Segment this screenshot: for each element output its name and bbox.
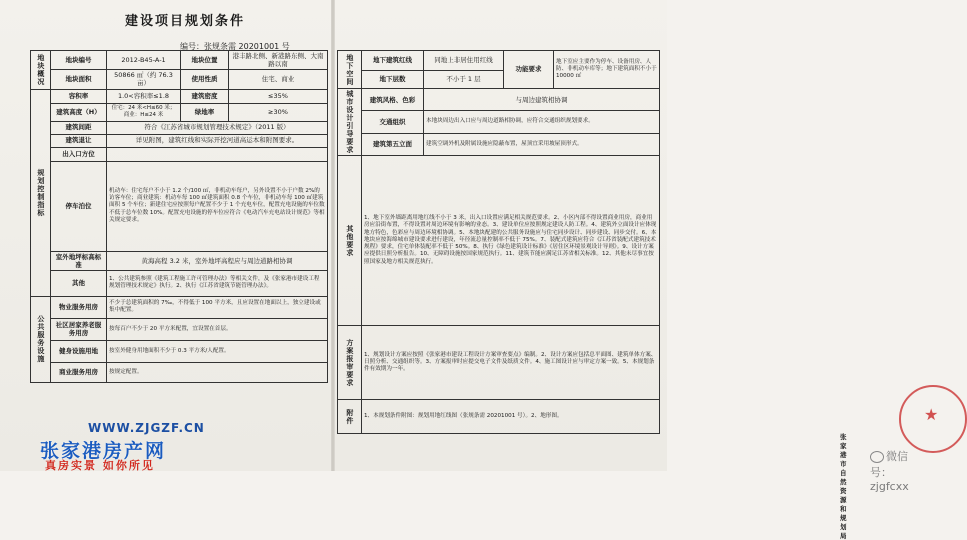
table-row — [338, 111, 660, 133]
label-cell: 地下建筑红线 — [362, 51, 424, 71]
label-cell: 建筑密度 — [181, 89, 229, 103]
value-cell: 按规定配置。 — [107, 362, 328, 382]
value-cell — [107, 147, 328, 161]
table-row — [31, 340, 328, 362]
category-cell: 地块概况 — [31, 51, 51, 90]
wechat-icon — [870, 451, 884, 463]
parking-label: 停车泊位 — [51, 161, 107, 251]
label-cell: 使用性质 — [181, 70, 229, 89]
table-row — [31, 51, 328, 70]
table-row — [338, 133, 660, 155]
value-cell: 1.0<容积率≤1.8 — [107, 89, 181, 103]
parking-text: 机动车：住宅每户不小于 1.2 个/100 ㎡，非机动车每户，另外设置不小于户数 2%的访客车位；商业建筑：机动车每 100 ㎡建筑面积 0.8 个车位，非机动车每 100 ㎡建筑面积 5 个车位；新建住宅应按照每户配置不少于 1 个充电车位，配置充电设施的车位数不低于总车位数 10%。配置充电设施的停车位应符合《电动汽车充电站设计规范》等相关规定要求。 — [107, 161, 328, 251]
planning-table-right — [337, 50, 660, 434]
label-cell: 建筑退让 — [51, 134, 107, 147]
document-number: 编号：张规条需 20201001 号 — [180, 42, 290, 51]
label-cell: 地块面积 — [51, 70, 107, 89]
table-row — [338, 400, 660, 434]
scheme-requirements-text: 1、规划设计方案应按照《张家港市建设工程设计方案审查要点》编制。2、设计方案应包括总平面图、建筑单体方案、日照分析、交通组织等。3、方案报审时应提交电子文件及纸质文件。4、施工图设计应与审定方案一致。5、本规划条件有效期为一年。 — [362, 326, 660, 400]
value-cell: 建筑空调外机及附属设施应隐蔽布置，屋顶宜采用坡屋顶形式。 — [424, 133, 660, 155]
value-cell: 本地块周边出入口应与周边道路相协调，应符合交通组织规划要求。 — [424, 111, 660, 133]
label-cell: 商业服务用房 — [51, 362, 107, 382]
wechat-text: 微信号：zjgfcxx — [870, 450, 909, 493]
table-row — [31, 134, 328, 147]
category-cell: 其他要求 — [338, 156, 362, 326]
planning-table-left — [30, 50, 328, 383]
value-cell: ≥30% — [229, 103, 328, 121]
label-cell: 功能要求 — [504, 51, 554, 89]
category-cell: 附件 — [338, 400, 362, 434]
table-row — [31, 318, 328, 340]
table-row — [31, 103, 328, 121]
table-row — [31, 89, 328, 103]
value-cell: ≤35% — [229, 89, 328, 103]
label-cell: 建筑间距 — [51, 121, 107, 134]
value-cell: 2012-B45-A-1 — [107, 51, 181, 70]
table-row — [31, 270, 328, 296]
watermark-url: WWW.ZJGZF.CN — [88, 421, 205, 435]
label-cell: 交通组织 — [362, 111, 424, 133]
table-row — [31, 362, 328, 382]
value-cell: 符合《江苏省城市规划管理技术规定》（2011 版） — [107, 121, 328, 134]
value-cell: 不小于 1 层 — [424, 71, 504, 89]
seal-star-icon: ★ — [924, 405, 939, 424]
table-row — [31, 121, 328, 134]
label-cell: 健身设施用地 — [51, 340, 107, 362]
notes-text: 1、本规划条件附图：规划用地红线图（张规条需 20201001 号）。2、地形图。 — [362, 400, 660, 434]
label-cell: 出入口方位 — [51, 147, 107, 161]
signing-authority: 张家港市自然资源和规划局 — [840, 433, 847, 540]
label-cell: 建筑高度（H） — [51, 103, 107, 121]
watermark-slogan: 真房实景 如你所见 — [45, 459, 155, 472]
table-row — [338, 326, 660, 400]
official-seal-stamp — [899, 385, 967, 453]
value-cell: 住宅：24 米<H≤60 米；商业：H≤24 米 — [107, 103, 181, 121]
outdoor-label: 室外地坪标高标准 — [51, 251, 107, 270]
label-cell: 社区居家养老服务用房 — [51, 318, 107, 340]
other-text: 1、公共建筑参照《建筑工程施工许可管理办法》等相关文件，及《张家港市建设工程规划管理技术规定》执行。2、执行《江苏省建筑节能管理办法》。 — [107, 270, 328, 296]
label-cell: 地块编号 — [51, 51, 107, 70]
label-cell: 物业服务用房 — [51, 296, 107, 318]
label-cell: 地块位置 — [181, 51, 229, 70]
value-cell: 住宅、商业 — [229, 70, 328, 89]
value-cell: 地下室应主要作为停车、设备用房、人防、非机动车库等；地下建筑面积不小于 10000 ㎡ — [554, 51, 660, 89]
category-cell: 地下空间 — [338, 51, 362, 89]
label-cell: 建筑风格、色彩 — [362, 89, 424, 111]
value-cell: 详见附图，建筑红线和实际开挖河道高运本和附图要求。 — [107, 134, 328, 147]
value-cell: 按每百户不少于 20 平方米配置，宜设置在首层。 — [107, 318, 328, 340]
table-row — [31, 251, 328, 270]
table-row — [338, 51, 660, 71]
category-cell: 公共服务设施 — [31, 296, 51, 382]
table-row — [31, 70, 328, 89]
value-cell: 与周边建筑相协调 — [424, 89, 660, 111]
label-cell: 地下层数 — [362, 71, 424, 89]
table-row — [31, 147, 328, 161]
table-row — [31, 161, 328, 251]
other-label: 其他 — [51, 270, 107, 296]
table-row — [31, 296, 328, 318]
category-cell: 城市设计引导要求 — [338, 89, 362, 156]
table-row — [338, 89, 660, 111]
value-cell: 50866 ㎡（约 76.3 亩） — [107, 70, 181, 89]
category-cell: 规划控制指标 — [31, 89, 51, 296]
document-title: 建设项目规划条件 — [124, 14, 245, 29]
table-row — [338, 156, 660, 326]
value-cell: 港丰路北侧、新港路东侧、大南路以南 — [229, 51, 328, 70]
outdoor-value: 黄海高程 3.2 米，室外地坪高程应与周边道路相协调 — [107, 251, 328, 270]
value-cell: 同地上非居住用红线 — [424, 51, 504, 71]
label-cell: 容积率 — [51, 89, 107, 103]
right-page — [335, 0, 939, 540]
left-page — [0, 0, 332, 471]
value-cell: 按室外健身用地面积不少于 0.3 平方米/人配置。 — [107, 340, 328, 362]
category-cell: 方案报审要求 — [338, 326, 362, 400]
watermark-brand: 张家港房产网 — [40, 440, 167, 462]
wechat-watermark — [870, 448, 909, 493]
label-cell: 建筑第五立面 — [362, 133, 424, 155]
value-cell: 不少于总建筑面积的 7‰，不得低于 100 平方米，且应设置在地面以上，独立建设或集中配置。 — [107, 296, 328, 318]
other-requirements-text: 1、地下室外墙距离用地红线不小于 3 米，出入口设置应满足相关规范要求。2、小区内部不得设置商业用房，商业用房应沿街布置，不得设置对周边环境有影响的业态。3、建设单位应按照规定建设人防工程。4、建筑外立面设计应体现地方特色，色彩应与周边环境相协调。5、本地块配建的公共服务设施应与住宅同步设计、同步建设、同步交付。6、本地块应按海绵城市建设要求进行建设，年径流总量控制率不低于 75%。7、装配式建筑应符合《江苏省装配式建筑技术规程》要求，住宅单体装配率不低于 50%。8、执行《绿色建筑设计标准》《居住区环境景观设计导则》。9、设计方案应提供日照分析报告。10、无障碍设施按国家规范执行。11、建筑节能应满足江苏省相关标准。12、其他未尽事宜按照国家及地方相关规范执行。 — [362, 156, 660, 326]
label-cell: 绿地率 — [181, 103, 229, 121]
